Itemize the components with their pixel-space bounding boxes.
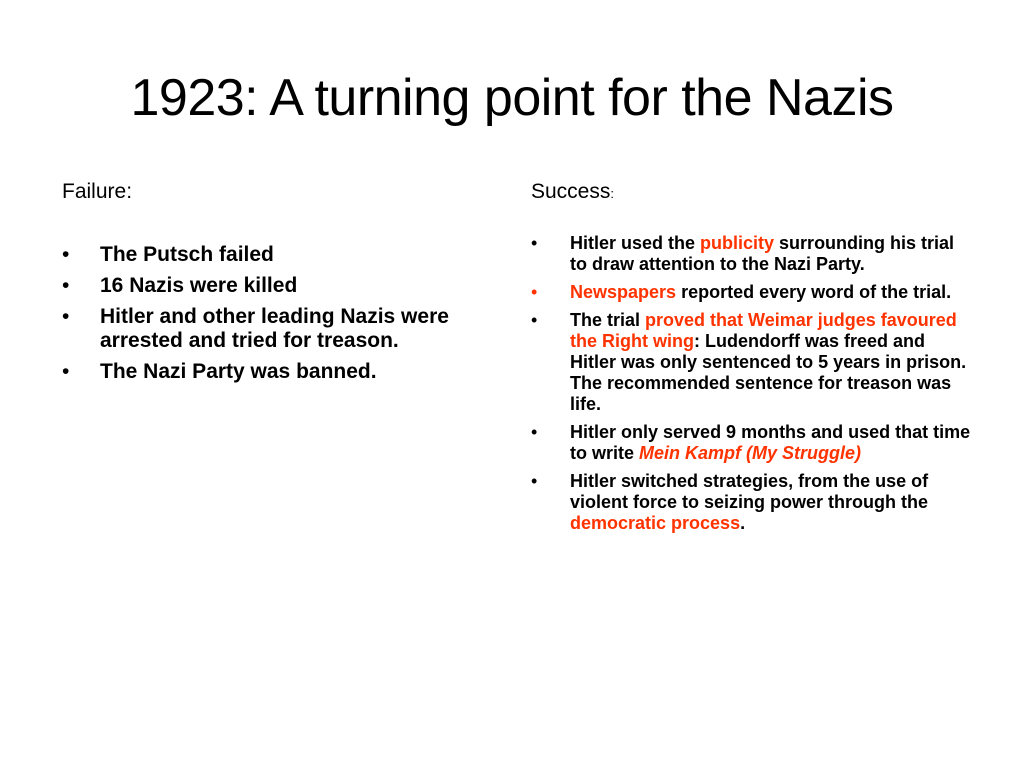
failure-heading: [62, 178, 482, 206]
highlight-text: democratic process: [570, 513, 741, 533]
bullet-icon: •: [531, 471, 538, 491]
list-item: [531, 282, 971, 303]
success-list: [531, 233, 971, 534]
bullet-icon: •: [531, 310, 538, 330]
plain-text: Hitler used the: [570, 233, 701, 253]
bullet-icon: •: [531, 233, 538, 253]
success-item-text: [570, 422, 970, 463]
list-item: [62, 243, 482, 267]
failure-heading-colon: :: [126, 180, 133, 203]
success-item-text: [570, 310, 966, 414]
highlight-text: Newspapers: [570, 282, 677, 302]
list-item: [62, 274, 482, 298]
failure-item-text: 16 Nazis were killed: [100, 274, 298, 297]
highlight-text: publicity: [700, 233, 775, 253]
plain-text: surrounding his trial to draw attention to the Nazi Party.: [570, 233, 955, 274]
list-item: [62, 360, 482, 384]
list-item: [531, 422, 971, 464]
plain-text: reported every word of the trial.: [676, 282, 952, 302]
highlight-text: proved that Weimar judges favoured the Right wing: [570, 310, 957, 351]
success-item-text: [570, 471, 928, 533]
plain-text: The trial: [570, 310, 646, 330]
bullet-icon: •: [531, 282, 538, 302]
plain-text: : Ludendorff was freed and Hitler was only sentenced to 5 years in prison. The recommended sentence for treason was life.: [570, 331, 967, 414]
bullet-icon: •: [62, 305, 70, 328]
list-item: [531, 310, 971, 415]
plain-text: Hitler only served 9 months and used that time to write: [570, 422, 971, 463]
failure-item-text: Hitler and other leading Nazis were arrested and tried for treason.: [100, 305, 449, 352]
bullet-icon: •: [62, 274, 70, 297]
success-heading-colon: :: [610, 186, 614, 201]
bullet-icon: •: [62, 243, 70, 266]
failure-item-text: The Putsch failed: [100, 243, 274, 266]
list-item: [531, 233, 971, 275]
list-item: [62, 305, 482, 353]
failure-heading-text: Failure: [62, 180, 127, 203]
plain-text: Hitler switched strategies, from the use of violent force to seizing power through the: [570, 471, 929, 512]
success-heading: [531, 178, 971, 208]
book-title-text: Mein Kampf (My Struggle): [639, 443, 862, 463]
slide-title: 1923: A turning point for the Nazis: [130, 69, 894, 127]
success-heading-text: Success: [531, 180, 611, 203]
success-column: [531, 178, 971, 541]
list-item: [531, 471, 971, 534]
bullet-icon: •: [531, 422, 538, 442]
failure-list: [62, 243, 482, 384]
success-item-text: [570, 233, 954, 274]
plain-text: .: [740, 513, 746, 533]
bullet-icon: •: [62, 360, 70, 383]
failure-column: [62, 178, 482, 391]
failure-item-text: The Nazi Party was banned.: [100, 360, 377, 383]
success-item-text: [570, 282, 951, 302]
